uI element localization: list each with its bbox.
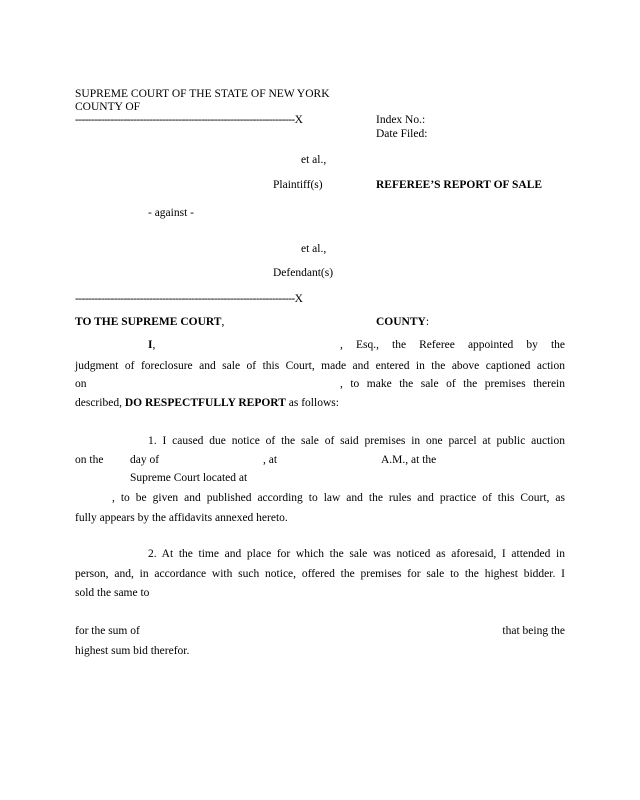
intro-line3-rest: , to make the sale of the premises therein bbox=[340, 378, 565, 390]
para3-for-sum: for the sum of bbox=[75, 625, 140, 637]
para1-location: Supreme Court located at bbox=[130, 472, 248, 484]
index-no-label: Index No.: bbox=[376, 114, 426, 126]
plaintiff-et-al: et al., bbox=[301, 154, 327, 166]
intro-on: on bbox=[75, 378, 87, 390]
para1-line1: 1. I caused due notice of the sale of said premises in one parcel at public auction bbox=[148, 435, 565, 447]
intro-line2: judgment of foreclosure and sale of this Court, made and entered in the above captioned action bbox=[75, 360, 565, 372]
para1-at: , at bbox=[263, 454, 278, 466]
against-label: - against - bbox=[148, 207, 194, 219]
para1-line5: fully appears by the affidavits annexed hereto. bbox=[75, 512, 288, 524]
to-court: TO THE SUPREME COURT bbox=[75, 316, 222, 328]
caption-rule-bottom: --------------------------------------------------------------------X bbox=[75, 293, 303, 305]
caption-rule-top: --------------------------------------------------------------------X bbox=[75, 114, 303, 126]
para2-line2: person, and, in accordance with such notice, offered the premises for sale to the highest bidder. I bbox=[75, 568, 565, 580]
para1-day-of: day of bbox=[130, 454, 160, 466]
county-label: COUNTY OF bbox=[75, 101, 141, 113]
county-colon: : bbox=[425, 316, 430, 328]
para1-on-the: on the bbox=[75, 454, 104, 466]
address-comma: , bbox=[221, 316, 225, 328]
para3-line2: highest sum bid therefor. bbox=[75, 645, 190, 657]
address-county bbox=[376, 315, 429, 329]
para1-am-at-the: A.M., at the bbox=[381, 454, 437, 466]
para2-line1: 2. At the time and place for which the sale was noticed as aforesaid, I attended in bbox=[148, 548, 565, 560]
document-title: REFEREE’S REPORT OF SALE bbox=[376, 179, 543, 191]
intro-line4: described, DO RESPECTFULLY REPORT as follows: bbox=[75, 397, 339, 409]
address-line bbox=[75, 315, 224, 329]
defendant-role: Defendant(s) bbox=[273, 267, 334, 279]
para1-line4: , to be given and published according to law and the rules and practice of this Court, as bbox=[112, 492, 565, 504]
plaintiff-role: Plaintiff(s) bbox=[273, 179, 323, 191]
date-filed-label: Date Filed: bbox=[376, 128, 428, 140]
county-heading: COUNTY bbox=[376, 316, 426, 328]
intro-line1-rest: , Esq., the Referee appointed by the bbox=[340, 339, 565, 351]
intro-i: I, bbox=[148, 339, 156, 351]
do-respectfully-report: DO RESPECTFULLY REPORT bbox=[124, 397, 286, 409]
defendant-et-al: et al., bbox=[301, 243, 327, 255]
para3-that-being: that being the bbox=[502, 625, 565, 637]
para2-line3: sold the same to bbox=[75, 587, 150, 599]
court-name: SUPREME COURT OF THE STATE OF NEW YORK bbox=[75, 88, 330, 100]
